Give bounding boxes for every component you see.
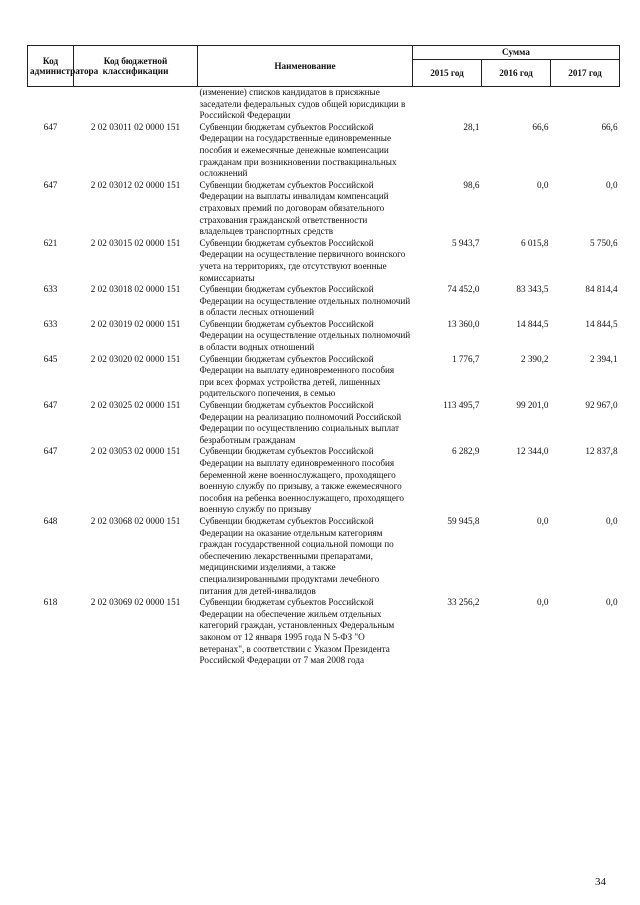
sum-2015-cell: 113 495,7 [443, 400, 480, 411]
header-admin-code: Код администратора [28, 46, 74, 87]
continuation-row [28, 87, 620, 122]
table-row [28, 319, 620, 354]
sum-2017-cell: 0,0 [606, 515, 618, 526]
header-year-2017: 2017 год [551, 60, 620, 87]
sum-2016-cell: 66,6 [532, 121, 549, 132]
name-cell: Субвенции бюджетам субъектов Российской Федерации на осуществление отдельных полномочий в области лесных отношений [199, 284, 411, 318]
name-cell: Субвенции бюджетам субъектов Российской Федерации на выплаты инвалидам компенсаций страховых премий по договорам обязательного страхования гражданской ответственности владельцев транспортных средств [199, 179, 389, 237]
sum-2015-cell: 1 776,7 [451, 353, 480, 364]
sum-2015-cell: 28,1 [463, 121, 480, 132]
sum-2017-cell: 2 394,1 [589, 353, 618, 364]
admin-code-cell: 647 [43, 446, 58, 457]
sum-2015-cell: 13 360,0 [447, 318, 480, 329]
table-row [28, 400, 620, 446]
name-cell: Субвенции бюджетам субъектов Российской Федерации на выплату единовременного пособия при всех формах устройства детей, лишенных родительского попечения, в семью [199, 353, 395, 399]
name-cell: Субвенции бюджетам субъектов Российской Федерации на выплату единовременного пособия беременной жене военнослужащего, проходящего военную службу по призыву, а также ежемесячного пособия на ребенка военнослужащего, проходящего военную службу по призыву [199, 446, 405, 515]
sum-2016-cell: 99 201,0 [516, 400, 549, 411]
sum-2017-cell: 0,0 [606, 597, 618, 608]
header-year-2015: 2015 год [413, 60, 482, 87]
sum-2016-cell: 6 015,8 [520, 237, 549, 248]
header-name: Наименование [198, 46, 413, 87]
sum-2017-cell: 5 750,6 [589, 237, 618, 248]
sum-2016-cell: 0,0 [537, 179, 549, 190]
sum-2015-cell: 98,6 [463, 179, 480, 190]
table-row [28, 354, 620, 400]
budget-code-cell: 2 02 03019 02 0000 151 [90, 318, 181, 329]
sum-2015-cell: 5 943,7 [451, 237, 480, 248]
table-row [28, 238, 620, 284]
budget-code-cell: 2 02 03069 02 0000 151 [90, 597, 181, 608]
header-sum: Сумма [413, 46, 620, 60]
sum-2015-cell: 6 282,9 [451, 446, 480, 457]
budget-code-cell: 2 02 03011 02 0000 151 [90, 121, 181, 132]
admin-code-cell: 648 [43, 515, 58, 526]
table-row [28, 180, 620, 238]
sum-2017-cell: 12 837,8 [585, 446, 618, 457]
header-budget-code: Код бюджетной классификации [74, 46, 198, 87]
admin-code-cell: 647 [43, 400, 58, 411]
sum-2017-cell: 92 967,0 [585, 400, 618, 411]
table-row [28, 516, 620, 597]
table-row [28, 284, 620, 319]
sum-2015-cell: 59 945,8 [447, 515, 480, 526]
budget-code-cell: 2 02 03025 02 0000 151 [90, 400, 181, 411]
budget-code-cell: 2 02 03020 02 0000 151 [90, 353, 181, 364]
budget-code-cell: 2 02 03018 02 0000 151 [90, 284, 181, 295]
admin-code-cell: 647 [43, 121, 58, 132]
name-cell: Субвенции бюджетам субъектов Российской Федерации на оказание отдельным категориям граждан государственной социальной помощи по обеспечению лекарственными препаратами, медицинскими изделиями, а также специализированными продуктами лечебного питания для детей-инвалидов [199, 515, 394, 596]
sum-2016-cell: 0,0 [537, 515, 549, 526]
sum-2016-cell: 14 844,5 [516, 318, 549, 329]
budget-code-cell: 2 02 03068 02 0000 151 [90, 515, 181, 526]
budget-code-cell: 2 02 03012 02 0000 151 [90, 179, 181, 190]
admin-code-cell: 647 [43, 179, 58, 190]
sum-2016-cell: 0,0 [537, 597, 549, 608]
table-row [28, 122, 620, 180]
sum-2015-cell: 33 256,2 [447, 597, 480, 608]
budget-table [27, 45, 620, 667]
sum-2016-cell: 12 344,0 [516, 446, 549, 457]
sum-2016-cell: 83 343,5 [516, 284, 549, 295]
admin-code-cell: 621 [43, 237, 58, 248]
sum-2017-cell: 84 814,4 [585, 284, 618, 295]
table-body [28, 87, 620, 667]
budget-code-cell: 2 02 03015 02 0000 151 [90, 237, 181, 248]
name-cell: Субвенции бюджетам субъектов Российской Федерации на реализацию полномочий Российской Федерации по осуществлению социальных выплат безработным гражданам [199, 400, 402, 445]
name-cell: Субвенции бюджетам субъектов Российской Федерации на обеспечение жильем отдельных категорий граждан, установленных Федеральным законом от 12 января 1995 года N 5-ФЗ "О ветеранах", в соответствии с Указом Президента Российской Федерации от 7 мая 2008 года [199, 597, 395, 666]
sum-2015-cell: 74 452,0 [447, 284, 480, 295]
table-row [28, 597, 620, 667]
sum-2017-cell: 14 844,5 [585, 318, 618, 329]
continuation-text: (изменение) списков кандидатов в присяжные заседатели федеральных судов общей юрисдикции в Российской Федерации [199, 87, 406, 121]
table-row [28, 446, 620, 516]
admin-code-cell: 633 [43, 284, 58, 295]
name-cell: Субвенции бюджетам субъектов Российской Федерации на осуществление отдельных полномочий в области водных отношений [199, 318, 411, 353]
page-number: 34 [595, 876, 606, 888]
admin-code-cell: 618 [43, 597, 58, 608]
name-cell: Субвенции бюджетам субъектов Российской Федерации на осуществление первичного воинского учета на территориях, где отсутствуют военные комиссариаты [199, 237, 406, 283]
sum-2016-cell: 2 390,2 [520, 353, 549, 364]
header-year-2016: 2016 год [482, 60, 551, 87]
name-cell: Субвенции бюджетам субъектов Российской Федерации на государственные единовременные пособия и ежемесячные денежные компенсации гражданам при возникновении поствакцинальных осложнений [199, 121, 397, 179]
admin-code-cell: 645 [43, 353, 58, 364]
admin-code-cell: 633 [43, 318, 58, 329]
sum-2017-cell: 0,0 [606, 179, 618, 190]
budget-code-cell: 2 02 03053 02 0000 151 [90, 446, 181, 457]
sum-2017-cell: 66,6 [601, 121, 618, 132]
